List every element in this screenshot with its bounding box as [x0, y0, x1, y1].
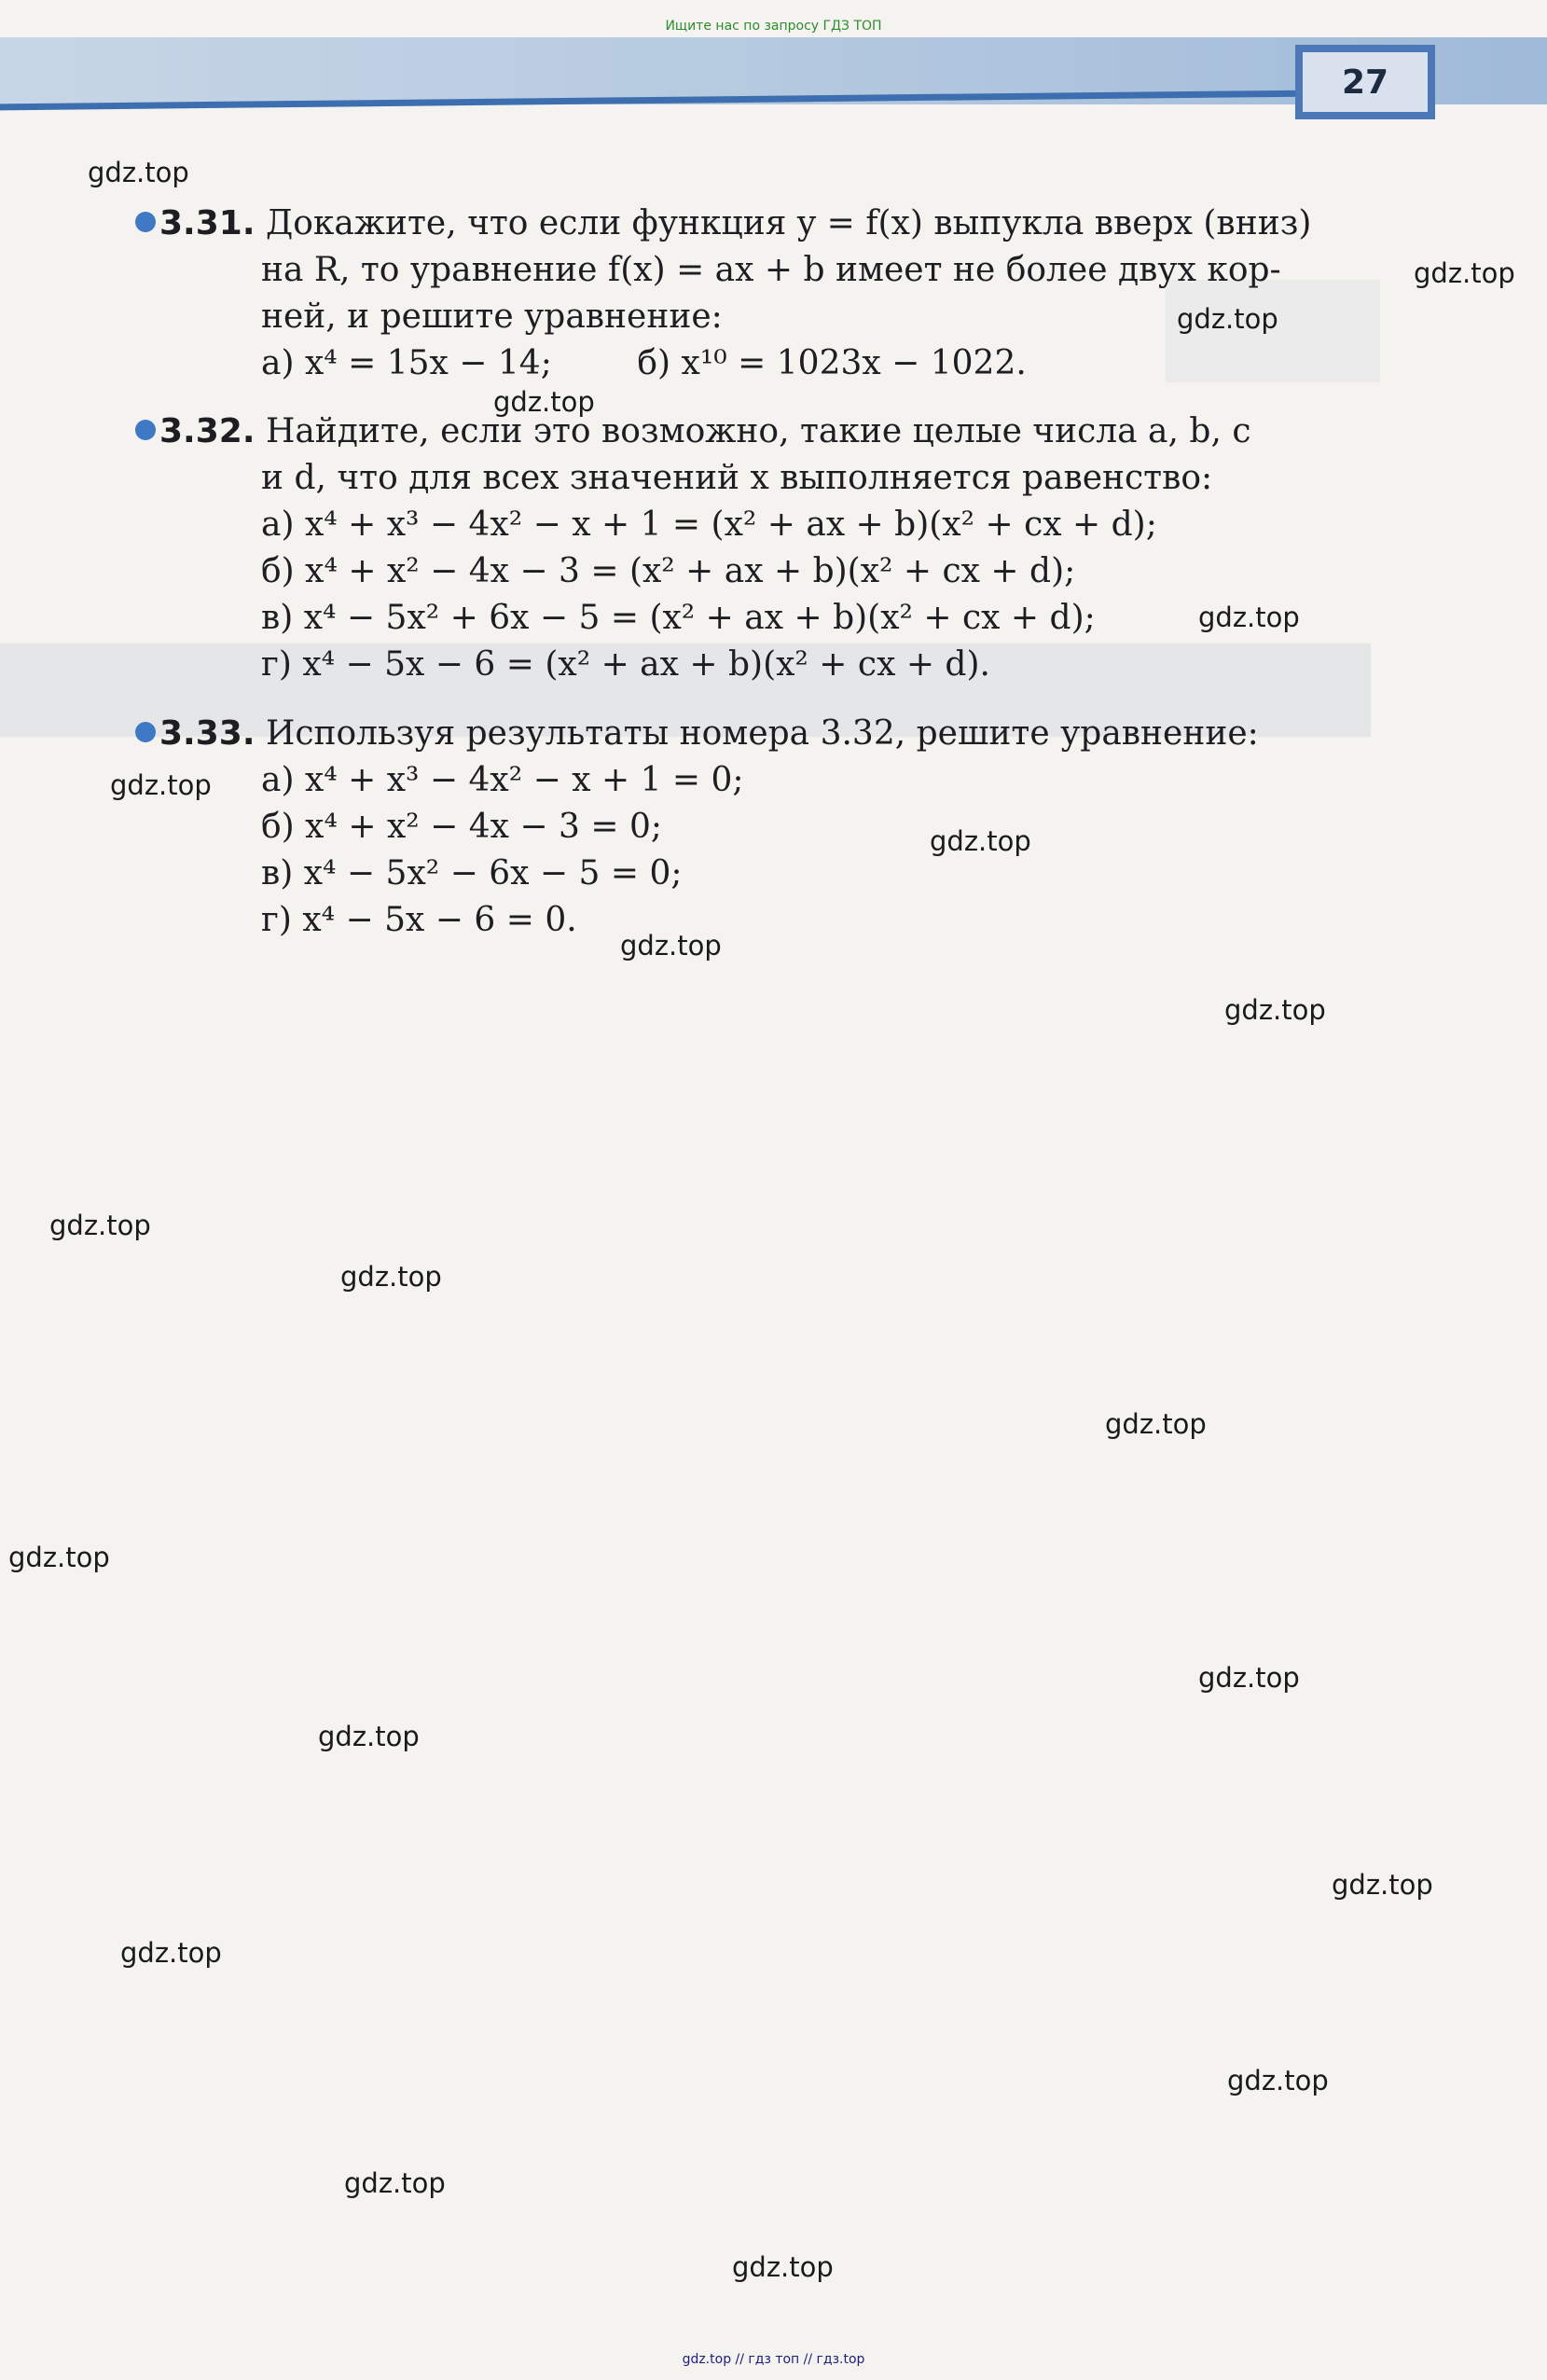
watermark: gdz.top — [49, 1210, 151, 1241]
watermark: gdz.top — [344, 2167, 446, 2199]
watermark: gdz.top — [930, 825, 1031, 857]
problem-text: б) x⁴ + x² − 4x − 3 = (x² + ax + b)(x² + cx + d); — [261, 552, 1076, 590]
problem-text: Докажите, что если функция y = f(x) выпукла вверх (вниз) — [265, 204, 1312, 242]
watermark: gdz.top — [1227, 2065, 1329, 2096]
problem-text: а) x⁴ + x³ − 4x² − x + 1 = 0; — [261, 761, 744, 799]
watermark: gdz.top — [110, 769, 212, 801]
watermark: gdz.top — [1198, 1662, 1300, 1694]
problem-3-31 — [135, 201, 1375, 387]
problem-line — [135, 851, 1375, 897]
watermark: gdz.top — [340, 1261, 442, 1293]
problem-text: г) x⁴ − 5x − 6 = (x² + ax + b)(x² + cx + d). — [261, 645, 990, 684]
problem-line — [135, 804, 1375, 851]
watermark: gdz.top — [8, 1542, 110, 1573]
bullet-dot-icon — [135, 420, 156, 440]
problem-line — [135, 757, 1375, 804]
problem-line — [135, 247, 1375, 294]
watermark: gdz.top — [120, 1937, 222, 1969]
problem-3-33 — [135, 711, 1375, 944]
watermark: gdz.top — [620, 930, 722, 962]
watermark: gdz.top — [1198, 602, 1300, 633]
watermark: gdz.top — [318, 1721, 420, 1752]
problem-text: и d, что для всех значений x выполняется равенство: — [261, 459, 1213, 497]
bullet-dot-icon — [135, 722, 156, 742]
problem-text: Найдите, если это возможно, такие целые числа a, b, c — [265, 412, 1251, 450]
problem-text: г) x⁴ − 5x − 6 = 0. — [261, 901, 577, 939]
problem-line — [135, 595, 1375, 642]
watermark: gdz.top — [493, 386, 595, 418]
problem-text: на R, то уравнение f(x) = ax + b имеет не более двух кор- — [261, 251, 1281, 289]
problem-line — [135, 642, 1375, 688]
problem-line — [135, 711, 1375, 757]
watermark: gdz.top — [1332, 1869, 1433, 1901]
problem-text: а) x⁴ = 15x − 14; б) x¹⁰ = 1023x − 1022. — [261, 344, 1027, 382]
problem-number: 3.33. — [159, 714, 256, 753]
page-number-box — [1295, 45, 1435, 119]
problem-text: Используя результаты номера 3.32, решите уравнение: — [265, 714, 1259, 753]
problem-text: в) x⁴ − 5x² − 6x − 5 = 0; — [261, 854, 683, 892]
problem-line — [135, 455, 1375, 502]
page-number: 27 — [1341, 62, 1389, 102]
watermark: gdz.top — [1105, 1408, 1207, 1440]
problem-line — [135, 548, 1375, 595]
problem-line — [135, 897, 1375, 944]
watermark: gdz.top — [732, 2251, 834, 2283]
problem-text: в) x⁴ − 5x² + 6x − 5 = (x² + ax + b)(x² + cx + d); — [261, 599, 1096, 637]
problem-text: а) x⁴ + x³ − 4x² − x + 1 = (x² + ax + b)(x² + cx + d); — [261, 505, 1157, 544]
watermark: gdz.top — [1414, 257, 1515, 289]
bullet-dot-icon — [135, 212, 156, 232]
problem-line — [135, 502, 1375, 548]
footer-text: gdz.top // гдз топ // гдз.top — [682, 2352, 865, 2367]
problem-number: 3.32. — [159, 412, 256, 450]
watermark: gdz.top — [1177, 303, 1278, 335]
problem-number: 3.31. — [159, 204, 256, 242]
problem-line — [135, 340, 1375, 387]
problem-3-32 — [135, 408, 1375, 688]
problem-line — [135, 201, 1375, 247]
watermark: gdz.top — [88, 157, 189, 188]
problem-text: б) x⁴ + x² − 4x − 3 = 0; — [261, 808, 662, 846]
search-hint-text: Ищите нас по запросу ГДЗ ТОП — [665, 19, 882, 34]
problem-text: ней, и решите уравнение: — [261, 298, 723, 336]
watermark: gdz.top — [1224, 994, 1326, 1026]
problem-line — [135, 408, 1375, 455]
